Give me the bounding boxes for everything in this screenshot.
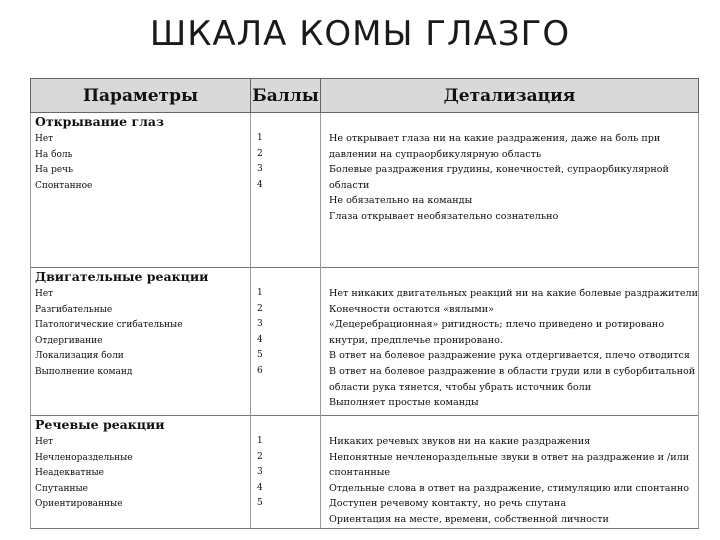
section-row [31,113,699,268]
parameter-cell [31,268,251,416]
parameter-item: На речь [35,165,74,176]
detail-line: В ответ на болевое раздражение рука отдергивается, плечо отводится [329,350,690,362]
score-value: 2 [257,451,263,462]
parameter-item: Ориентированные [35,499,123,510]
parameter-list [35,132,250,194]
parameter-item: Локализация боли [35,351,124,362]
header-details: Детализация [321,79,699,113]
parameter-item: Спутанные [35,483,89,494]
score-value: 2 [257,148,263,159]
parameter-item: Патологические сгибательные [35,320,183,331]
parameter-item: Спонтанное [35,180,93,191]
detail-line: кнутри, предплечье пронировано. [329,334,503,346]
detail-cell [321,416,699,529]
detail-line: Выполняет простые команды [329,397,479,409]
detail-list [329,131,698,225]
detail-line: Глаза открывает необязательно сознательно [329,210,559,222]
parameter-item: Нет [35,134,54,144]
parameter-item: Отдергивание [35,335,103,346]
section-heading: Открывание глаз [35,114,164,129]
detail-line: Нет никаких двигательных реакций ни на какие болевые раздражители [329,288,698,299]
parameter-cell [31,416,251,529]
detail-line: «Децеребрационная» ригидность; плечо приведено и ротировано [329,319,665,331]
score-value: 1 [257,133,263,143]
score-value: 5 [257,498,263,509]
detail-line: Доступен речевому контакту, но речь спутана [329,498,567,510]
parameter-item: Выполнение команд [35,366,133,377]
score-value: 4 [257,179,263,190]
score-cell [251,113,321,268]
detail-line: спонтанные [329,467,391,479]
detail-list [329,286,698,411]
section-row [31,416,699,529]
score-value: 5 [257,350,263,361]
detail-line: Болевые раздражения грудины, конечностей, супраорбикулярной [329,164,669,176]
slide-title: ШКАЛА КОМЫ ГЛАЗГО [149,14,571,54]
detail-line: Никаких речевых звуков ни на какие раздражения [329,436,591,447]
score-value: 3 [257,319,263,330]
score-value: 1 [257,436,263,446]
parameter-cell [31,113,251,268]
parameter-item: Нет [35,437,54,447]
header-parameters: Параметры [31,79,251,113]
score-value: 4 [257,482,263,493]
score-value: 6 [257,365,263,376]
section-row [31,268,699,416]
detail-line: Непонятные нечленораздельные звуки в ответ на раздражение и /или [329,451,690,463]
detail-cell [321,268,699,416]
section-heading: Двигательные реакции [35,269,209,284]
detail-line: Не обязательно на команды [329,195,473,207]
score-list [257,434,320,512]
detail-cell [321,113,699,268]
header-scores: Баллы [251,79,321,113]
score-list [257,131,320,193]
score-value: 4 [257,334,263,345]
score-value: 2 [257,303,263,314]
detail-line: области [329,179,370,191]
score-cell [251,416,321,529]
parameter-list [35,435,250,513]
detail-line: Конечности остаются «вялыми» [329,303,495,315]
table-body [31,113,699,529]
parameter-list [35,287,250,381]
glasgow-coma-scale-table [30,78,699,529]
table-header-row [31,79,699,113]
detail-line: давлении на супраорбикулярную область [329,148,542,160]
detail-line: Не открывает глаза ни на какие раздражения, даже на боль при [329,133,661,144]
detail-list [329,434,698,528]
parameter-item: На боль [35,149,73,160]
detail-line: области рука тянется, чтобы убрать источник боли [329,381,592,393]
section-heading: Речевые реакции [35,417,165,432]
parameter-item: Нечленораздельные [35,452,133,463]
detail-line: Ориентация на месте, времени, собственной личности [329,513,609,525]
parameter-item: Неадекватные [35,468,104,479]
score-value: 3 [257,164,263,175]
score-list [257,286,320,380]
score-cell [251,268,321,416]
score-value: 3 [257,467,263,478]
parameter-item: Разгибательные [35,304,113,315]
score-value: 1 [257,288,263,298]
detail-line: В ответ на болевое раздражение в области груди или в суборбитальной [329,365,696,377]
parameter-item: Нет [35,289,54,299]
detail-line: Отдельные слова в ответ на раздражение, стимуляцию или спонтанно [329,482,690,494]
